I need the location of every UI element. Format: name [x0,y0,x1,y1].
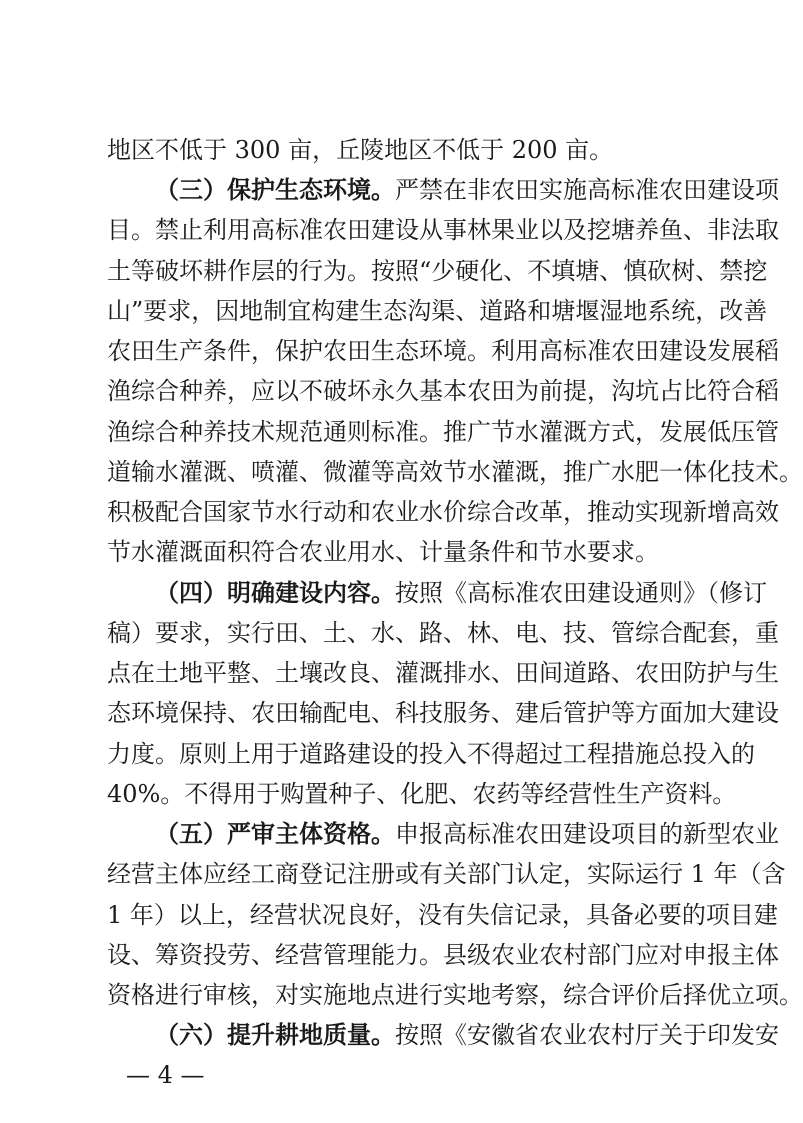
paragraph-line [107,333,779,369]
line-text: 土等破坏耕作层的行为。按照“少硬化、不填塘、慎砍树、禁挖 [107,257,768,285]
paragraph-line [107,615,779,651]
line-text: 申报高标准农田建设项目的新型农业 [395,820,779,848]
paragraph-line [107,897,778,933]
paragraph-line [107,856,786,892]
paragraph-line [107,414,779,450]
section-heading: （六）提升耕地质量。 [155,1021,395,1049]
paragraph-line [107,373,779,409]
paragraph-line [107,534,691,570]
line-text: 资格进行审核，对实施地点进行实地考察，综合评价后择优立项。 [107,981,803,1009]
line-text: 设、筹资投劳、经营管理能力。县级农业农村部门应对申报主体 [107,941,779,969]
line-text: 按照《安徽省农业农村厅关于印发安 [395,1021,779,1049]
section-heading: （四）明确建设内容。 [155,579,395,607]
line-text: 道输水灌溉、喷灌、微灌等高效节水灌溉，推广水肥一体化技术。 [107,458,803,486]
line-text: 渔综合种养，应以不破坏永久基本农田为前提，沟坑占比符合稻 [107,377,779,405]
line-text: 按照《高标准农田建设通则》（修订 [395,579,767,607]
line-text: 经营主体应经工商登记注册或有关部门认定，实际运行 1 年（含 [107,860,786,888]
line-text: 积极配合国家节水行动和农业水价综合改革，推动实现新增高效 [107,498,779,526]
paragraph-line [107,494,779,530]
paragraph-line [107,977,803,1013]
paragraph-line [107,293,768,329]
line-text: 山”要求，因地制宜构建生态沟渠、道路和塘堰湿地系统，改善 [107,297,768,325]
paragraph-line [107,937,779,973]
section-five-first-line [155,816,779,852]
line-text: 点在土地平整、土壤改良、灌溉排水、田间道路、农田防护与生 [107,659,779,687]
line-text: 40%。不得用于购置种子、化肥、农药等经营性生产资料。 [107,780,737,808]
section-three-first-line [155,172,779,208]
paragraph-line [107,776,737,812]
section-heading: （三）保护生态环境。 [155,176,395,204]
paragraph-line [107,132,691,168]
line-text: 目。禁止利用高标准农田建设从事林果业以及挖塘养鱼、非法取 [107,216,779,244]
line-text: 地区不低于 300 亩，丘陵地区不低于 200 亩。 [107,136,614,164]
paragraph-line [107,454,803,490]
line-text: 1 年）以上，经营状况良好，没有失信记录，具备必要的项目建 [107,901,778,929]
line-text: 农田生产条件，保护农田生态环境。利用高标准农田建设发展稻 [107,337,779,365]
paragraph-line [107,695,779,731]
line-text: 态环境保持、农田输配电、科技服务、建后管护等方面加大建设 [107,699,779,727]
paragraph-line [107,253,768,289]
line-text: 严禁在非农田实施高标准农田建设项 [395,176,779,204]
section-heading: （五）严审主体资格。 [155,820,395,848]
paragraph-line [107,736,755,772]
line-text: 稿）要求，实行田、土、水、路、林、电、技、管综合配套，重 [107,619,779,647]
paragraph-line [107,655,779,691]
line-text: 力度。原则上用于道路建设的投入不得超过工程措施总投入的 [107,740,755,768]
page-number-footer: — 4 — [126,1061,205,1089]
line-text: 渔综合种养技术规范通则标准。推广节水灌溉方式，发展低压管 [107,418,779,446]
line-text: 节水灌溉面积符合农业用水、计量条件和节水要求。 [107,538,659,566]
section-six-first-line [155,1017,779,1053]
paragraph-line [107,212,779,248]
section-four-first-line [155,575,767,611]
